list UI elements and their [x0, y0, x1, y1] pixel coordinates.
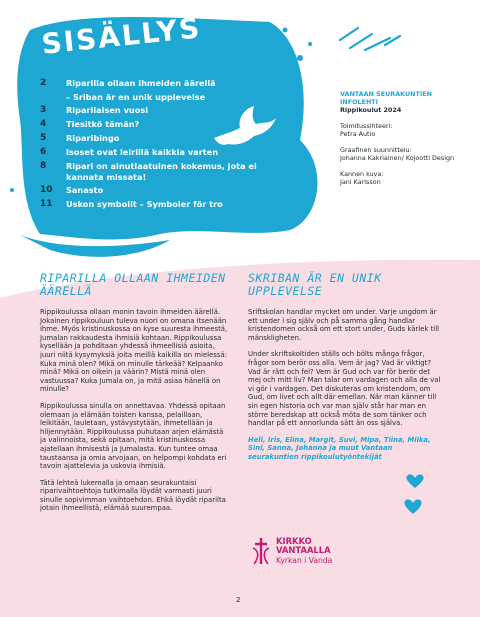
toc-item-number: 5	[40, 133, 47, 143]
colophon	[340, 90, 470, 186]
article-paragraph: Under skriftskoltiden ställs och bölts många frågor, frågor som berör oss alla. Vem är jag? Vad är viktigt? Vad är rätt och fel? Vem är Gud och var för berör det mej och mitt liv? Man talar om vardagen och alla de val vi gör i vardagen. Det diskuteras om kristendom, om Gud, om livet och allt där emellan. När man känner till sin egen historia och var man själv står har man en större beredskap att också möta de som tänker och handlar på ett annorlunda sätt än oss själva.	[248, 350, 441, 428]
toc-item-number: 8	[40, 161, 47, 171]
article-finnish	[40, 272, 230, 521]
church-logo	[250, 536, 332, 566]
toc-title: SISÄLLYS	[40, 11, 203, 61]
toc-item-number: 3	[40, 105, 47, 115]
article-heading: RIPARILLA OLLAAN IHMEIDEN ÄÄRELLÄ	[40, 271, 226, 298]
toc-item-label: – Sriban är en unik upplevelse	[66, 92, 206, 102]
toc-item-label: Ripari on ainutlaatuinen kokemus, jota ei kannata missata!	[66, 161, 257, 182]
toc-item-label: Uskon symbolit – Symboler för tro	[66, 199, 223, 209]
editor-label: Toimitussihteeri:	[340, 122, 393, 130]
page-number: 2	[236, 596, 241, 604]
heart-icon	[402, 474, 428, 516]
toc-item[interactable]	[40, 161, 280, 185]
toc-item-number: 11	[40, 199, 53, 209]
toc-item-label: Riparilaisen vuosi	[66, 105, 149, 115]
article-paragraph: Sriftskolan handlar mycket om under. Varje ungdom är ett under i sig själv och på samma gång handlar kristendomen också om ett stort under, Guds kärlek till mänskligheten.	[248, 308, 440, 342]
article-paragraph: Tätä lehteä lukemalla ja omaan seurakuntaisi riparivaihtoehtoja tutkimalla löydät varmasti juuri sinulle sopivimman vaihtoehdon. Ehkä löydät riparilta jotain ihmeellistä, elämää suurempaa.	[40, 478, 226, 513]
article-heading: SKRIBAN ÄR EN UNIK UPPLEVELSE	[248, 271, 382, 298]
toc-item-label: Riparilla ollaan ihmeiden äärellä	[66, 78, 216, 88]
article-swedish	[248, 272, 444, 469]
toc-item[interactable]	[40, 147, 280, 161]
signature-names: Heli, Iris, Elina, Margit, Suvi, Mipa, Tiina, Miika, Sini, Sanna, Johanna ja muut Vantaan seurakuntien rippikoulutyöntekijät	[248, 435, 431, 461]
toc-item[interactable]	[40, 92, 280, 105]
toc-item[interactable]	[40, 185, 280, 199]
toc-item[interactable]	[40, 105, 280, 119]
logo-line-3: Kyrkan i Vanda	[276, 555, 333, 565]
toc-item[interactable]	[40, 133, 280, 147]
article-paragraph: Rippikoulussa sinulla on annettavaa. Yhdessä opitaan olemaan ja elämään toisten kanssa, pelaillaan, leikitään, lauletaan, ystävystytään, ihmetellään ja hiljennytään. Rippikoulussa puhutaan arjen elämästä ja valinnoista, sekä opitaan, mitä kristinuskossa ajatellaan ihmisestä ja Jumalasta. Kun tuntee omaa taustaansa ja omia arvojaan, on helpompi kohdata eri tavoin ajattelevia ja uskovia ihmisiä.	[40, 401, 227, 471]
editor-name: Petra Autio	[340, 130, 376, 138]
toc-item[interactable]	[40, 119, 280, 133]
publisher-name: VANTAAN SEURAKUNTIEN INFOLEHTI	[340, 90, 432, 106]
toc-item-label: Isoset ovat leirillä kaikkia varten	[66, 147, 219, 157]
toc-item-number: 2	[40, 78, 47, 88]
toc-item-number: 4	[40, 119, 47, 129]
cover-label: Kannen kuva:	[340, 170, 384, 178]
table-of-contents	[40, 78, 280, 213]
issue-name: Rippikoulut 2024	[340, 106, 402, 114]
toc-item[interactable]	[40, 199, 280, 213]
designer-label: Graafinen suunnittelu:	[340, 146, 412, 154]
article-paragraph: Rippikoulussa ollaan monin tavoin ihmeiden äärellä. Jokainen rippikouluun tuleva nuori on omana itsenään ihme. Myös kristinuskossa on kyse suuresta ihmeestä, Jumalan rakkaudesta ihmisiä kohtaan. Rippikoulussa kysellään ja pohditaan yhdessä ihmeellisiä asioita, juuri niitä kysymyksiä joita meillä kaikilla on mielessä: Kuka minä olen? Mikä on minulle tärkeää? Kelpaanko minä? Mikä on oikein ja väärin? Mistä minä olen vastuussa? Kuka Jumala on, ja mitä asiaa hänellä on minulle?	[40, 308, 228, 394]
logo-line-1: KIRKKO	[276, 535, 312, 546]
cover-credit: Jani Karlsson	[340, 178, 381, 186]
toc-item-label: Tiesitkö tämän?	[66, 119, 140, 129]
designer-name: Johanna Kakriainen/ Kojootti Design	[340, 154, 455, 162]
toc-item-label: Riparibingo	[66, 133, 120, 143]
logo-line-2: VANTAALLA	[276, 545, 331, 556]
toc-item[interactable]	[40, 78, 280, 92]
church-logo-icon	[250, 536, 272, 566]
toc-item-label: Sanasto	[66, 185, 104, 195]
toc-item-number: 10	[40, 185, 53, 195]
toc-item-number: 6	[40, 147, 47, 157]
